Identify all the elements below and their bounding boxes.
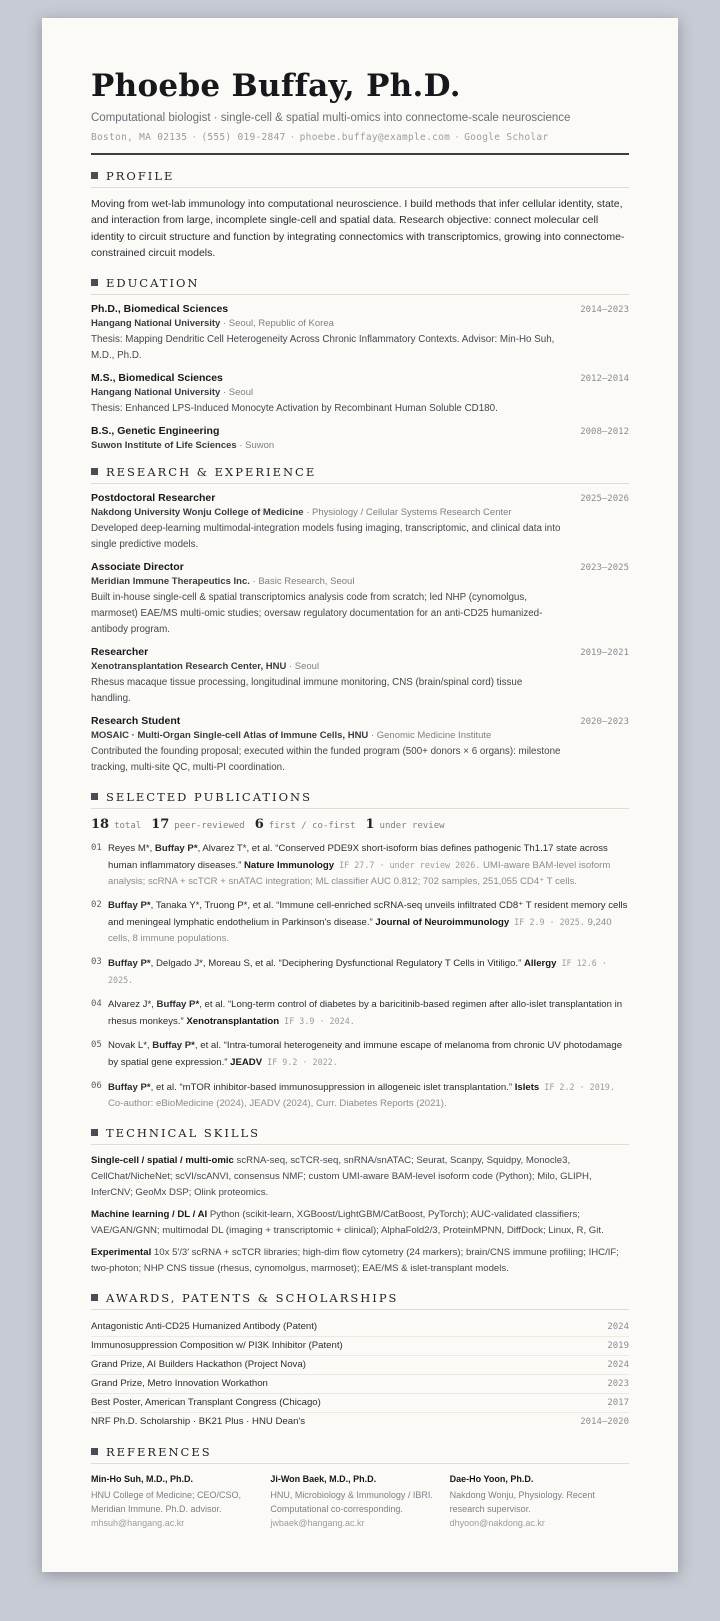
thesis: Thesis: Enhanced LPS-Induced Monocyte Activation by Recombinant Human Soluble CD180. — [91, 402, 498, 414]
awards-section — [91, 1291, 629, 1431]
publication-number: 06 — [91, 1080, 102, 1091]
skill-text: 10x 5′/3′ scRNA + scTCR libraries; high-dim flow cytometry (24 markers); brain/CNS immune profiling; IHC/IF; two-photon; NHP CNS tissue (rhesus, cynomolgus, marmoset); EAE/MS & islet-transplant models. — [91, 1246, 619, 1274]
contact-email[interactable]: phoebe.buffay@example.com — [299, 132, 451, 143]
publication-note: Co-author: eBioMedicine (2024), JEADV (2024), Curr. Diabetes Reports (2021). — [108, 1097, 447, 1109]
school: Hangang National University — [91, 386, 221, 398]
education-entry — [91, 303, 629, 364]
location: · Seoul, Republic of Korea — [222, 317, 334, 329]
contact-location: Boston, MA 02135 — [91, 132, 188, 143]
contact-separator: · — [191, 132, 198, 143]
section-bullet-icon — [91, 172, 98, 179]
experience-entry — [91, 646, 629, 707]
section-title: EDUCATION — [106, 275, 200, 290]
award-year: 2023 — [607, 1378, 629, 1389]
education-entry — [91, 425, 629, 451]
skill-label: Single-cell / spatial / multi-omic — [91, 1154, 234, 1166]
skill-text: Python (scikit-learn, XGBoost/LightGBM/CatBoost, PyTorch); AUC-validated classifiers; VAE/GAN/GNN; multimodal DL (imaging + transcriptomic + clinical); AlphaFold2/3, ProteinMPNN, DiffDock; Linux, R, Git. — [91, 1208, 604, 1236]
degree: B.S., Genetic Engineering — [91, 424, 220, 437]
skill-text: scRNA-seq, scTCR-seq, snRNA/snATAC; Seurat, Scanpy, Squidpy, Monocle3, CellChat/NicheNet; scVI/scANVI, consensus NMF; custom UMI-aware BAM-level isoform code (Python); Milo, GLIPH, InferCNV; GeoMx DSP; Olink proteomics. — [91, 1154, 592, 1198]
header-rule — [91, 153, 629, 155]
publication-item — [91, 898, 629, 947]
section-title: AWARDS, PATENTS & SCHOLARSHIPS — [106, 1290, 399, 1305]
authors-title: , Alvarez T*, et al. “Conserved PDE9X short-isoform bias defines pathogenic Th1.17 state across human inflammatory diseases.” — [108, 842, 608, 871]
dates: 2008–2012 — [580, 426, 629, 437]
publication-item — [91, 955, 629, 989]
authors-title: , et al. “Long-term control of diabetes by a baricitinib-based regimen after allo-islet transplantation in rhesus monkeys.” — [108, 998, 623, 1027]
authors-before: Alvarez J*, — [108, 998, 157, 1010]
skill-group — [91, 1153, 629, 1201]
section-title: PROFILE — [106, 168, 175, 183]
award-item — [91, 1413, 629, 1431]
role: Associate Director — [91, 560, 184, 573]
section-header — [91, 1126, 629, 1145]
references-grid — [91, 1472, 629, 1530]
dates: 2023–2025 — [580, 562, 629, 573]
publication-item — [91, 1038, 629, 1071]
reference-affiliation: HNU College of Medicine; CEO/CSO, Meridian Immune. Ph.D. advisor. — [91, 1489, 242, 1514]
role: Postdoctoral Researcher — [91, 491, 216, 504]
journal: Allergy — [523, 957, 557, 969]
reference-name: Dae-Ho Yoon, Ph.D. — [449, 1473, 534, 1484]
section-header — [91, 169, 629, 188]
author-self: Buffay P* — [156, 998, 200, 1010]
reference-email[interactable]: jwbaek@hangang.ac.kr — [270, 1517, 365, 1528]
dates: 2025–2026 — [580, 493, 629, 504]
authors-before: Novak L*, — [108, 1039, 153, 1051]
authors-title: , Tanaka Y*, Truong P*, et al. “Immune cell-enriched scRNA-seq unveils infiltrated CD8⁺ T resident memory cells and meningeal lymphatic endothelium in Parkinson's disease.” — [108, 899, 628, 928]
unit: · Physiology / Cellular Systems Research Center — [306, 506, 512, 518]
skill-label: Machine learning / DL / AI — [91, 1208, 208, 1220]
contact-separator: · — [454, 132, 461, 143]
section-bullet-icon — [91, 279, 98, 286]
stat-number: 17 — [151, 816, 170, 832]
description: Rhesus macaque tissue processing, longitudinal immune monitoring, CNS (brain/spinal cord) tissue handling. — [91, 676, 523, 704]
award-year: 2024 — [607, 1321, 629, 1332]
authors-title: , Delgado J*, Moreau S, et al. “Deciphering Dysfunctional Regulatory T Cells in Vitiligo.” — [150, 957, 524, 969]
unit: · Seoul — [288, 660, 320, 672]
publication-number: 05 — [91, 1039, 102, 1050]
reference-affiliation: Nakdong Wonju, Physiology. Recent research supervisor. — [449, 1489, 595, 1514]
skill-label: Experimental — [91, 1246, 152, 1258]
organization: MOSAIC · Multi-Organ Single-cell Atlas of Immune Cells, HNU — [91, 729, 369, 741]
profile-section — [91, 169, 629, 262]
impact-factor: IF 12.6 · 2025. — [108, 957, 607, 985]
award-item — [91, 1337, 629, 1356]
stat-first-author — [255, 817, 356, 832]
description: Contributed the founding proposal; executed within the funded program (500+ donors × 6 organs): milestone tracking, multi-site QC, multi-PI coordination. — [91, 745, 561, 773]
authors-title: , et al. “Intra-tumoral heterogeneity and immune escape of melanoma from chronic UV photodamage by spatial gene expression.” — [108, 1039, 623, 1068]
reference-email[interactable]: mhsuh@hangang.ac.kr — [91, 1517, 185, 1528]
thesis: Thesis: Mapping Dendritic Cell Heterogeneity Across Chronic Inflammatory Contexts. Advisor: Min-Ho Suh, M.D., Ph.D. — [91, 333, 555, 361]
section-bullet-icon — [91, 1294, 98, 1301]
publication-stats — [91, 817, 629, 832]
section-title: SELECTED PUBLICATIONS — [106, 789, 312, 804]
contact-line — [91, 132, 629, 143]
award-title: Antagonistic Anti-CD25 Humanized Antibody (Patent) — [91, 1320, 318, 1332]
experience-entry — [91, 492, 629, 553]
award-item — [91, 1318, 629, 1337]
experience-section — [91, 465, 629, 776]
section-header — [91, 790, 629, 809]
profile-text: Moving from wet-lab immunology into computational neuroscience. I build methods that infer cellular identity, state, and interaction from large, incomplete single-cell and spatial data. Research objective: connect molecular cell identity to circuit structure and function by integrating connectomics with transcriptomics, growing into connectome-constrained circuit models. — [91, 197, 625, 259]
publications-section — [91, 790, 629, 1112]
school: Hangang National University — [91, 317, 221, 329]
journal: Xenotransplantation — [186, 1015, 280, 1027]
section-bullet-icon — [91, 468, 98, 475]
organization: Nakdong University Wonju College of Medicine — [91, 506, 304, 518]
impact-factor: IF 2.9 · 2025. — [509, 916, 585, 927]
reference-name: Min-Ho Suh, M.D., Ph.D. — [91, 1473, 193, 1484]
section-header — [91, 465, 629, 484]
stat-under-review — [365, 817, 444, 832]
stat-label: peer-reviewed — [174, 820, 245, 831]
award-year: 2024 — [607, 1359, 629, 1370]
section-title: TECHNICAL SKILLS — [106, 1125, 261, 1140]
stat-label: under review — [379, 820, 445, 831]
stat-number: 6 — [254, 816, 264, 832]
description: Built in-house single-cell & spatial transcriptomics analysis code from scratch; led NHP (cynomolgus, marmoset) EAE/MS multi-omic studies; oversaw regulatory documentation for an anti-CD25 humanized-antibody program. — [91, 591, 543, 635]
location: · Seoul — [222, 386, 254, 398]
reference-item — [91, 1472, 270, 1530]
dates: 2019–2021 — [580, 647, 629, 658]
references-section — [91, 1445, 629, 1530]
unit: · Basic Research, Seoul — [252, 575, 355, 587]
award-item — [91, 1375, 629, 1394]
section-header — [91, 1445, 629, 1464]
section-bullet-icon — [91, 793, 98, 800]
publication-item — [91, 997, 629, 1030]
publication-item — [91, 1079, 629, 1112]
organization: Meridian Immune Therapeutics Inc. — [91, 575, 250, 587]
journal: Nature Immunology — [243, 859, 335, 871]
stat-peer-reviewed — [151, 817, 245, 832]
skill-group — [91, 1245, 629, 1277]
tagline: Computational biologist · single-cell & spatial multi-omics into connectome-scale neuroscience — [91, 112, 571, 124]
impact-factor: IF 27.7 · under review 2026. — [334, 859, 481, 870]
organization: Xenotransplantation Research Center, HNU — [91, 660, 287, 672]
author-self: Buffay P* — [108, 957, 151, 969]
skills-section — [91, 1126, 629, 1277]
reference-name: Ji-Won Baek, M.D., Ph.D. — [270, 1473, 377, 1484]
degree: M.S., Biomedical Sciences — [91, 371, 223, 384]
publication-item — [91, 841, 629, 890]
author-self: Buffay P* — [152, 1039, 195, 1051]
impact-factor: IF 2.2 · 2019. — [539, 1081, 615, 1092]
education-entry — [91, 372, 629, 417]
dates: 2014–2023 — [580, 304, 629, 315]
section-title: RESEARCH & EXPERIENCE — [106, 464, 317, 479]
section-bullet-icon — [91, 1129, 98, 1136]
award-year: 2019 — [607, 1340, 629, 1351]
candidate-name: Phoebe Buffay, Ph.D. — [91, 68, 461, 104]
section-header — [91, 276, 629, 295]
stat-number: 18 — [91, 816, 110, 832]
section-title: REFERENCES — [106, 1444, 212, 1459]
authors-before: Reyes M*, — [108, 842, 155, 854]
award-year: 2014–2020 — [580, 1416, 629, 1427]
description: Developed deep-learning multimodal-integration models fusing imaging, transcriptomic, and clinical data into single predictive models. — [91, 522, 561, 550]
reference-affiliation: HNU, Microbiology & Immunology / IBRI. Computational co-corresponding. — [270, 1489, 433, 1514]
stat-label: first / co-first — [268, 820, 356, 831]
award-title: Grand Prize, Metro Innovation Workathon — [91, 1377, 268, 1389]
publication-number: 02 — [91, 899, 102, 910]
school: Suwon Institute of Life Sciences — [91, 439, 237, 451]
dates: 2012–2014 — [580, 373, 629, 384]
stat-label: total — [114, 820, 142, 831]
reference-item — [450, 1472, 629, 1530]
award-item — [91, 1394, 629, 1413]
impact-factor: IF 9.2 · 2022. — [262, 1056, 338, 1067]
author-self: Buffay P* — [108, 899, 151, 911]
journal: Journal of Neuroimmunology — [375, 916, 510, 928]
author-self: Buffay P* — [108, 1081, 151, 1093]
author-self: Buffay P* — [154, 842, 198, 854]
skill-group — [91, 1207, 629, 1239]
publication-note: UMI-aware BAM-level isoform analysis; scRNA + scTCR + snATAC integration; ML classifier AUC 0.812; 702 samples, 251,055 CD4⁺ T cells. — [108, 859, 611, 887]
section-bullet-icon — [91, 1448, 98, 1455]
reference-item — [270, 1472, 449, 1530]
education-section — [91, 276, 629, 451]
publication-number: 04 — [91, 998, 102, 1009]
publication-number: 03 — [91, 956, 102, 967]
contact-separator: · — [289, 132, 296, 143]
section-header — [91, 1291, 629, 1310]
journal: JEADV — [230, 1056, 263, 1068]
award-title: Immunosuppression Composition w/ PI3K Inhibitor (Patent) — [91, 1339, 343, 1351]
award-item — [91, 1356, 629, 1375]
impact-factor: IF 3.9 · 2024. — [279, 1015, 355, 1026]
resume-page — [42, 18, 678, 1572]
role: Researcher — [91, 645, 149, 658]
google-scholar-link[interactable]: Google Scholar — [464, 132, 549, 143]
experience-entry — [91, 561, 629, 638]
stat-number: 1 — [365, 816, 375, 832]
award-title: Best Poster, American Transplant Congress (Chicago) — [91, 1396, 321, 1408]
award-title: Grand Prize, AI Builders Hackathon (Project Nova) — [91, 1358, 306, 1370]
journal: Islets — [514, 1081, 540, 1093]
reference-email[interactable]: dhyoon@nakdong.ac.kr — [449, 1517, 545, 1528]
unit: · Genomic Medicine Institute — [370, 729, 492, 741]
authors-title: , et al. “mTOR inhibitor-based immunosuppression in allogeneic islet transplantation.” — [150, 1081, 515, 1093]
contact-phone: (555) 019-2847 — [201, 132, 286, 143]
role: Research Student — [91, 714, 181, 727]
publication-number: 01 — [91, 842, 102, 853]
publication-note: 9,240 cells, 8 immune populations. — [108, 916, 612, 944]
degree: Ph.D., Biomedical Sciences — [91, 302, 229, 315]
stat-total — [91, 817, 141, 832]
location: · Suwon — [239, 439, 275, 451]
award-year: 2017 — [607, 1397, 629, 1408]
dates: 2020–2023 — [580, 716, 629, 727]
experience-entry — [91, 715, 629, 776]
award-title: NRF Ph.D. Scholarship · BK21 Plus · HNU Dean's — [91, 1415, 306, 1427]
